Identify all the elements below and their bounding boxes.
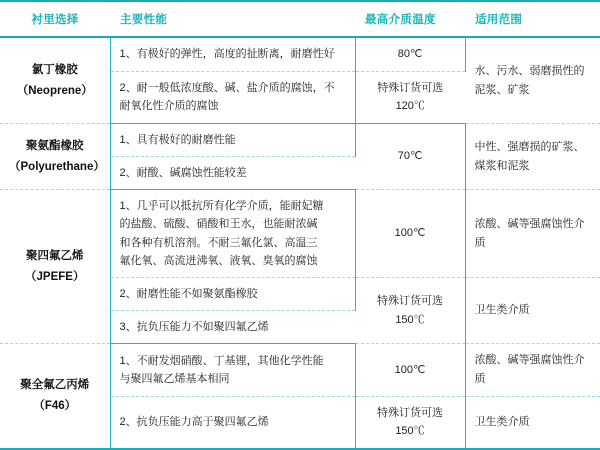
temperature-text	[355, 396, 465, 449]
scope-text: 卫生类介质	[474, 415, 530, 428]
lining-name-en: （Polyurethane）	[9, 160, 105, 173]
temperature-line-2: 150℃	[395, 425, 425, 438]
performance-text: 1、具有极好的耐磨性能	[110, 124, 355, 157]
performance-text: 1、有极好的弹性，高度的扯断离，耐磨性好	[110, 37, 355, 71]
temperature-text: 70℃	[355, 124, 465, 190]
lining-name-cn: 氯丁橡胶	[31, 63, 78, 76]
lining-name-cn: 聚全氟乙丙烯	[20, 379, 90, 392]
table-row	[0, 190, 600, 278]
scope-text: 水、污水、弱磨损性的泥浆、矿浆	[465, 37, 600, 124]
column-header-application-scope: 适用范围	[465, 1, 600, 37]
temperature-text	[355, 71, 465, 123]
lining-name-jpefe	[0, 190, 110, 344]
performance-line-4: 氟化氧、高流迸沸氧、液氧、臭氧的腐蚀	[119, 254, 318, 267]
temperature-line-2: 120℃	[395, 100, 425, 113]
lining-name-en: （JPEFE）	[25, 270, 85, 283]
lining-name-cn: 聚氨酯橡胶	[26, 140, 84, 153]
scope-text: 卫生类介质	[465, 277, 600, 343]
performance-text: 2、耐磨性能不如聚氨酯橡胶	[110, 277, 355, 310]
scope-text: 中性、强磨损的矿浆、煤浆和泥浆	[465, 124, 600, 190]
performance-line-2: 与聚四氟乙烯基本相同	[119, 372, 230, 385]
lining-name-f46	[0, 344, 110, 449]
temperature-line-1: 特殊订货可选	[377, 81, 444, 94]
performance-text: 2、耐酸、碱腐蚀性能较差	[110, 157, 355, 190]
scope-text: 浓酸、碱等强腐蚀性介质	[465, 190, 600, 278]
table-row	[0, 124, 600, 157]
table-row	[0, 344, 600, 396]
performance-text	[110, 344, 355, 396]
performance-line-2: 的盐酸、硫酸、硝酸和王水，也能耐浓碱	[119, 218, 318, 231]
performance-text	[110, 190, 355, 278]
performance-line-3: 和各种有机溶剂。不耐三氟化氯、高温三	[119, 236, 318, 249]
column-header-max-temperature: 最高介质温度	[355, 1, 465, 37]
temperature-line-1: 特殊订货可选	[377, 294, 443, 307]
lining-name-en: （Neoprene）	[16, 84, 93, 97]
performance-text: 2、抗负压能力高于聚四氟乙烯	[110, 396, 355, 449]
performance-line-1: 1、几乎可以抵抗所有化学介质，能耐妃糖	[119, 200, 324, 213]
column-header-lining-selection: 衬里选择	[0, 1, 110, 37]
column-header-main-performance: 主要性能	[110, 1, 355, 37]
lining-name-polyurethane	[0, 124, 110, 190]
lining-name-en: （F46）	[33, 400, 77, 413]
temperature-line-2: 150℃	[395, 313, 425, 326]
temperature-text: 80℃	[355, 37, 465, 71]
temperature-text	[355, 277, 465, 343]
table-header	[0, 1, 600, 37]
performance-text: 3、抗负压能力不如聚四氟乙烯	[110, 311, 355, 344]
table-row	[0, 37, 600, 71]
table-body	[0, 37, 600, 449]
lining-name-cn: 聚四氟乙烯	[26, 250, 84, 263]
temperature-text: 100℃	[355, 344, 465, 396]
lining-name-neoprene	[0, 37, 110, 124]
performance-text: 2、耐一般低浓度酸、碱、盐介质的腐蚀，不耐氧化性介质的腐蚀	[110, 71, 355, 123]
temperature-line-1: 特殊订货可选	[377, 406, 443, 419]
temperature-text: 100℃	[355, 190, 465, 278]
performance-line-1: 1、不耐发烟硝酸、丁基锂，其他化学性能	[119, 354, 324, 367]
table-header-row	[0, 1, 600, 37]
scope-text: 浓酸、碱等强腐蚀性介质	[465, 344, 600, 396]
